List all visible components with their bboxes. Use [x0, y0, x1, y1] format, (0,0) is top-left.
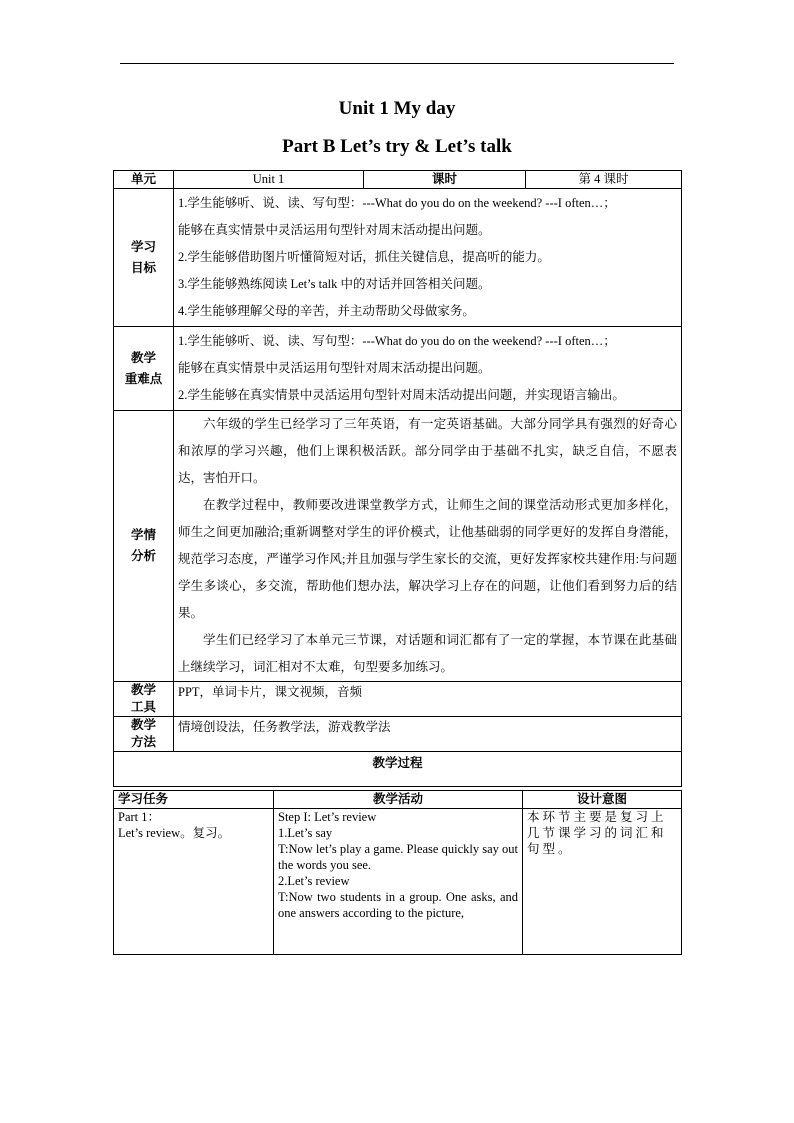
process-title-row	[114, 752, 682, 787]
task-line: Part 1：	[118, 810, 161, 824]
analysis-paragraph: 学生们已经学习了本单元三节课，对话题和词汇都有了一定的掌握，本节课在此基础上继续学习，词汇相对不太难，句型要多加练习。	[178, 633, 677, 674]
analysis-paragraph: 在教学过程中，教师要改进课堂教学方式，让师生之间的课堂活动形式更加多样化，师生之间更加融洽;重新调整对学生的评价模式，让他基础弱的同学更好的发挥自身潜能，规范学习态度，严谨学习作风;并且加强与学生家长的交流，更好发挥家校共建作用:与问题学生多谈心，多交流，帮助他们想办法，解决学习上存在的问题，让他们看到努力后的结果。	[178, 498, 677, 620]
objectives-label: 学习 目标	[114, 189, 174, 327]
objective-line: 能够在真实情景中灵活运用句型针对周末活动提出问题。	[178, 223, 491, 237]
key-point-line: 1.学生能够听、说、读、写句型：---What do you do on the weekend? ---I often…；	[178, 334, 616, 348]
lesson-plan-table	[113, 170, 682, 787]
key-points-label: 教学 重难点	[114, 327, 174, 411]
objective-line: 4.学生能够理解父母的辛苦，并主动帮助父母做家务。	[178, 304, 475, 318]
key-point-line: 2.学生能够在真实情景中灵活运用句型针对周末活动提出问题，并实现语言输出。	[178, 388, 625, 402]
task-line: Let’s review。复习。	[118, 826, 231, 840]
intent-cell: 本环节主要是复习上几节课学习的词汇和句型。	[523, 809, 682, 955]
objectives-content	[174, 189, 682, 327]
page-subtitle: Part B Let’s try & Let’s talk	[282, 136, 512, 157]
task-cell	[114, 809, 274, 955]
header-rule	[120, 63, 674, 64]
methods-row	[114, 717, 682, 752]
process-table	[113, 790, 682, 955]
period-label: 课时	[364, 171, 526, 189]
period-value: 第 4 课时	[526, 171, 682, 189]
objective-line: 1.学生能够听、说、读、写句型：---What do you do on the weekend? ---I often…；	[178, 196, 616, 210]
process-title: 教学过程	[114, 752, 682, 787]
activity-line: Step I: Let’s review	[278, 810, 377, 824]
page-title: Unit 1 My day	[338, 98, 456, 119]
tools-content: PPT，单词卡片，课文视频，音频	[174, 682, 682, 717]
unit-label: 单元	[114, 171, 174, 189]
methods-content: 情境创设法，任务教学法，游戏教学法	[174, 717, 682, 752]
analysis-content	[174, 411, 682, 682]
objectives-row	[114, 189, 682, 327]
process-step-row	[114, 809, 682, 955]
activity-line: T:Now let’s play a game. Please quickly say out the words you see.	[278, 842, 518, 872]
task-column-header: 学习任务	[114, 791, 274, 809]
process-header-row	[114, 791, 682, 809]
activity-line: 2.Let’s review	[278, 874, 350, 888]
key-points-row	[114, 327, 682, 411]
unit-row	[114, 171, 682, 189]
analysis-row	[114, 411, 682, 682]
analysis-paragraph: 六年级的学生已经学习了三年英语，有一定英语基础。大部分同学具有强烈的好奇心和浓厚的学习兴趣，他们上课积极活跃。部分同学由于基础不扎实，缺乏自信，不愿表达，害怕开口。	[178, 417, 677, 485]
intent-column-header: 设计意图	[523, 791, 682, 809]
objective-line: 3.学生能够熟练阅读 Let’s talk 中的对话并回答相关问题。	[178, 277, 491, 291]
objective-line: 2.学生能够借助图片听懂简短对话，抓住关键信息，提高听的能力。	[178, 250, 550, 264]
key-points-content	[174, 327, 682, 411]
activity-cell	[274, 809, 523, 955]
activity-line: T:Now two students in a group. One asks, and one answers according to the picture,	[278, 890, 518, 920]
activity-column-header: 教学活动	[274, 791, 523, 809]
analysis-label: 学情 分析	[114, 411, 174, 682]
unit-value: Unit 1	[174, 171, 364, 189]
tools-row	[114, 682, 682, 717]
tools-label: 教学 工具	[114, 682, 174, 717]
key-point-line: 能够在真实情景中灵活运用句型针对周末活动提出问题。	[178, 361, 491, 375]
activity-line: 1.Let’s say	[278, 826, 333, 840]
methods-label: 教学 方法	[114, 717, 174, 752]
